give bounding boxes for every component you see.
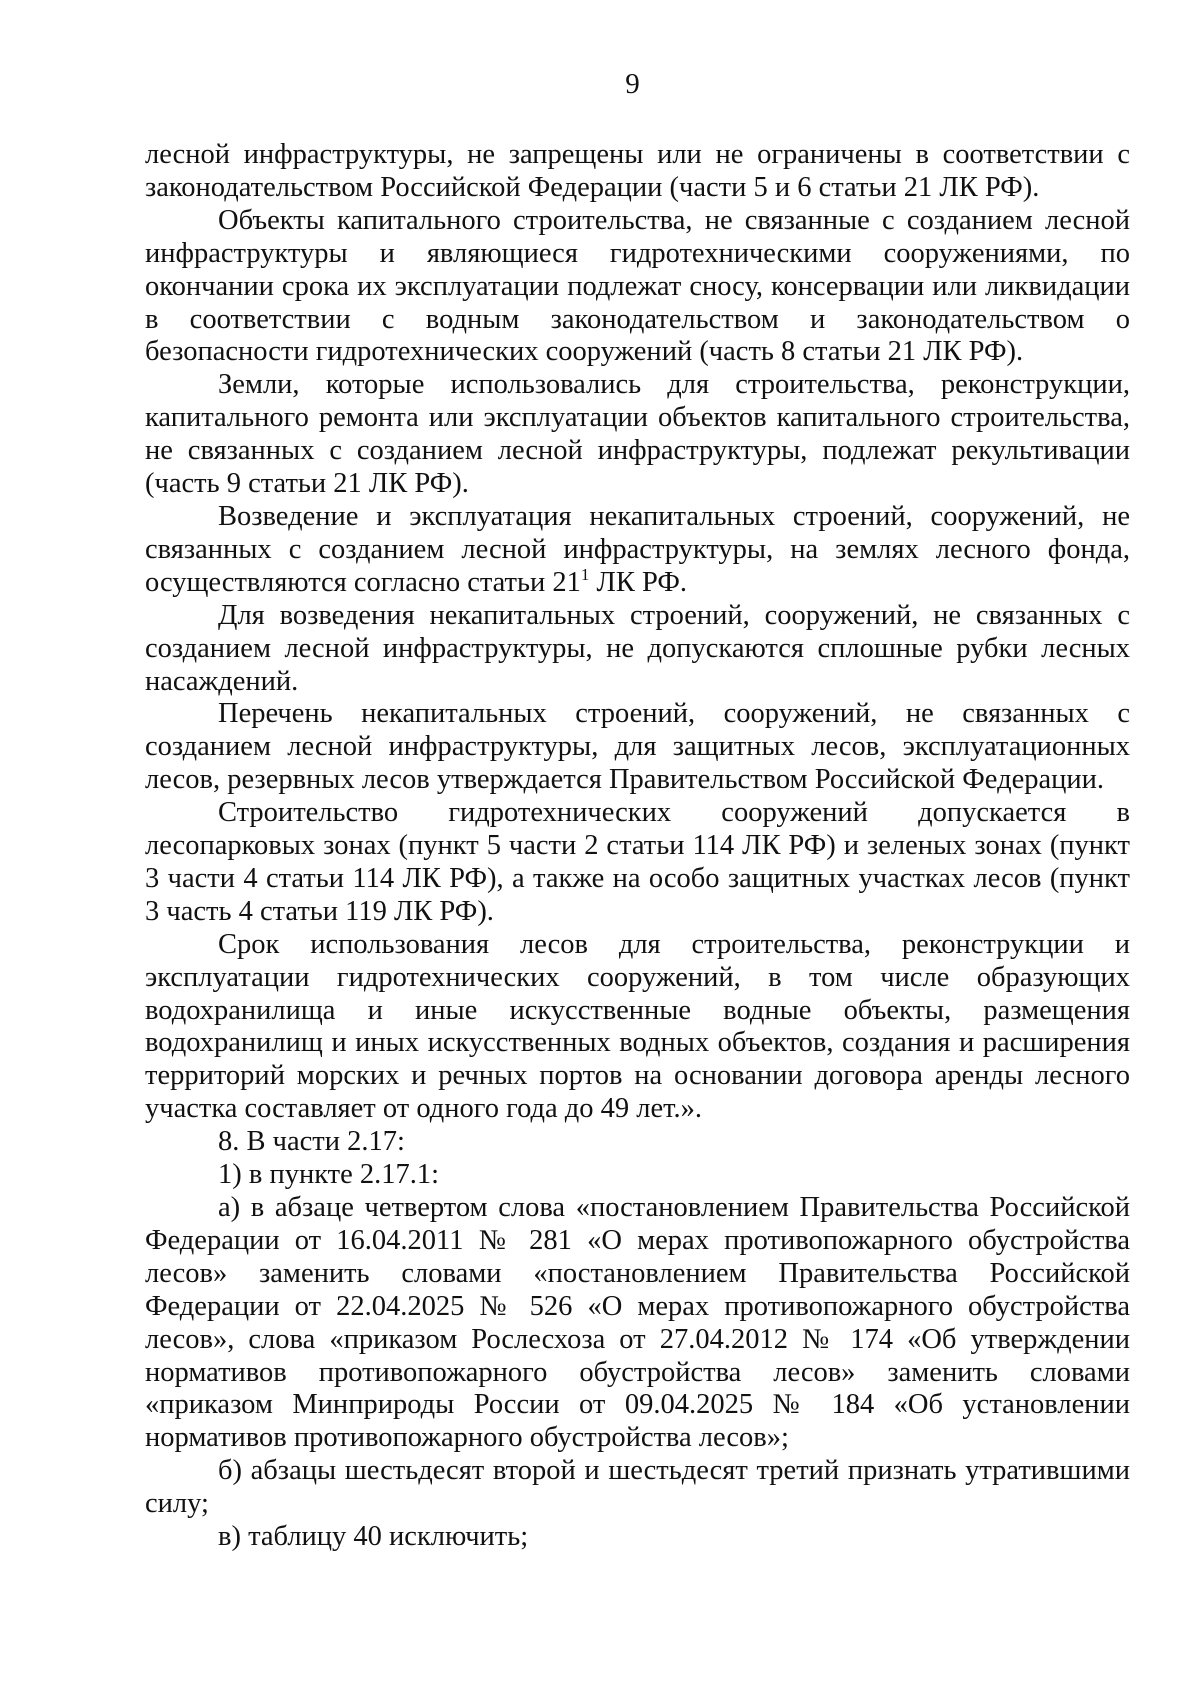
paragraph-hydro-objects-demolition: Объекты капитального строительства, не связанные с созданием лесной инфраструктуры и являющиеся гидротехническими сооружениями, по окончании срока их эксплуатации подлежат сносу, консервации или ликвидации в соответствии с водным законодательством и законодательством о безопасности гидротехнических сооружений (часть 8 статьи 21 ЛК РФ).	[145, 204, 1130, 368]
paragraph-land-recultivation: Земли, которые использовались для строительства, реконструкции, капитального ремонта или эксплуатации объектов капитального строительства, не связанных с созданием лесной инфраструктуры, подлежат рекультивации (часть 9 статьи 21 ЛК РФ).	[145, 369, 1130, 500]
paragraph-noncapital-tail: ЛК РФ.	[589, 566, 687, 598]
paragraph-subitem-1: 1) в пункте 2.17.1:	[218, 1159, 440, 1191]
paragraph-item-8: 8. В части 2.17:	[218, 1126, 405, 1158]
paragraph-usage-term: Срок использования лесов для строительства, реконструкции и эксплуатации гидротехнических сооружений, в том числе образующих водохранилища и иные искусственные водные объекты, размещения водохранилищ и иных искусственных водных объектов, создания и расширения территорий морских и речных портов на основании договора аренды лесного участка составляет от одного года до 49 лет.».	[145, 928, 1130, 1125]
superscript-article-index: 1	[580, 564, 590, 584]
page-number: 9	[625, 68, 640, 100]
paragraph-noncapital-text: Возведение и эксплуатация некапитальных строений, сооружений, не связанных с созданием лесной инфраструктуры, на землях лесного фонда, осуществляются согласно статьи 21	[145, 500, 1130, 598]
paragraph-subitem-b: б) абзацы шестьдесят второй и шестьдесят третий признать утратившими силу;	[145, 1455, 1130, 1520]
paragraph-subitem-a: а) в абзаце четвертом слова «постановлением Правительства Российской Федерации от 16.04.2011 № 281 «О мерах противопожарного обустройства лесов» заменить словами «постановлением Правительства Российской Федерации от 22.04.2025 № 526 «О мерах противопожарного обустройства лесов», слова «приказом Рослесхоза от 27.04.2012 № 174 «Об утверждении нормативов противопожарного обустройства лесов» заменить словами «приказом Минприроды России от 09.04.2025 № 184 «Об установлении нормативов противопожарного обустройства лесов»;	[145, 1192, 1130, 1454]
document-body	[145, 139, 1130, 1554]
paragraph-structures-list: Перечень некапитальных строений, сооружений, не связанных с созданием лесной инфраструктуры, для защитных лесов, эксплуатационных лесов, резервных лесов утверждается Правительством Российской Федерации.	[145, 698, 1130, 796]
paragraph-clear-cutting-ban: Для возведения некапитальных строений, сооружений, не связанных с созданием лесной инфраструктуры, не допускаются сплошные рубки лесных насаждений.	[145, 599, 1130, 697]
paragraph-hydro-construction: Строительство гидротехнических сооружений допускается в лесопарковых зонах (пункт 5 части 2 статьи 114 ЛК РФ) и зеленых зонах (пункт 3 части 4 статьи 114 ЛК РФ), а также на особо защитных участках лесов (пункт 3 часть 4 статьи 119 ЛК РФ).	[145, 797, 1130, 927]
paragraph-subitem-v: в) таблицу 40 исключить;	[218, 1521, 529, 1553]
paragraph-noncapital-structures	[145, 501, 1130, 600]
paragraph-continuation: лесной инфраструктуры, не запрещены или не ограничены в соответствии с законодательством Российской Федерации (части 5 и 6 статьи 21 ЛК РФ).	[145, 139, 1130, 203]
